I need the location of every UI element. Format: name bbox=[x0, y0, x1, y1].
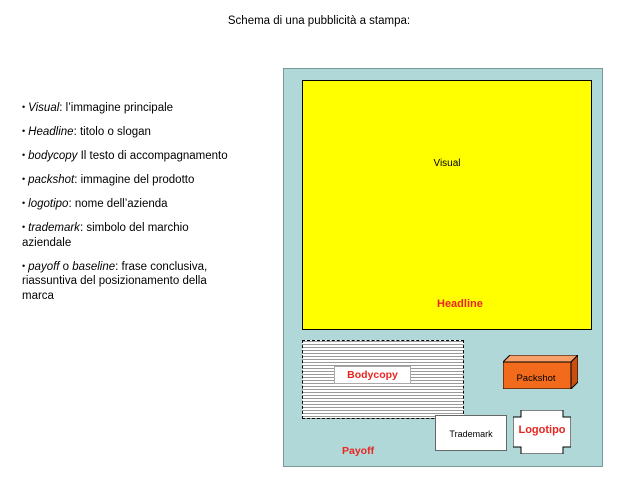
packshot-label: Packshot bbox=[516, 373, 556, 384]
list-item-visual bbox=[22, 100, 262, 116]
visual-label: Visual bbox=[433, 158, 461, 169]
description: titolo o slogan bbox=[79, 126, 151, 138]
list-item-logotipo bbox=[22, 196, 262, 212]
bullet-icon: • bbox=[22, 198, 26, 208]
term: trademark bbox=[28, 222, 80, 234]
separator: : bbox=[115, 260, 122, 273]
trademark-box: Trademark bbox=[435, 415, 507, 451]
diagram-title: Schema di una pubblicità a stampa: bbox=[227, 15, 411, 27]
description: simbolo del marchio aziendale bbox=[22, 222, 189, 249]
separator: : bbox=[79, 222, 87, 234]
bullet-icon: • bbox=[22, 174, 26, 184]
separator: : bbox=[74, 174, 81, 186]
bullet-icon: • bbox=[22, 222, 26, 232]
list-item-payoff bbox=[22, 259, 232, 304]
logotipo-label: Logotipo bbox=[518, 424, 566, 436]
visual-area bbox=[302, 80, 592, 330]
term: bodycopy bbox=[28, 150, 78, 162]
term: payoff bbox=[28, 260, 60, 273]
list-item-bodycopy bbox=[22, 148, 262, 164]
list-item-headline bbox=[22, 124, 262, 140]
separator: o bbox=[59, 260, 73, 273]
term: packshot bbox=[28, 174, 75, 186]
description: l’immagine principale bbox=[65, 102, 174, 114]
term: Headline bbox=[28, 126, 74, 138]
bullet-icon: • bbox=[22, 102, 26, 112]
term: logotipo bbox=[28, 198, 69, 210]
bodycopy-label: Bodycopy bbox=[334, 366, 411, 384]
description: Il testo di accompagnamento bbox=[80, 150, 228, 162]
element-list bbox=[22, 100, 262, 312]
list-item-packshot bbox=[22, 172, 262, 188]
list-item-trademark bbox=[22, 220, 212, 250]
bullet-icon: • bbox=[22, 150, 26, 160]
bullet-icon: • bbox=[22, 126, 26, 136]
separator: : bbox=[73, 126, 80, 138]
description: frase conclusiva, riassuntiva del posizionamento della marca bbox=[22, 260, 208, 302]
term: Visual bbox=[28, 102, 60, 114]
description: nome dell’azienda bbox=[74, 198, 168, 210]
bullet-icon: • bbox=[22, 260, 26, 271]
separator: : bbox=[68, 198, 75, 210]
headline-label: Headline bbox=[437, 298, 483, 310]
separator: : bbox=[59, 102, 66, 114]
term-alt: baseline bbox=[72, 260, 116, 273]
description: immagine del prodotto bbox=[80, 174, 195, 186]
payoff-label: Payoff bbox=[342, 445, 375, 457]
